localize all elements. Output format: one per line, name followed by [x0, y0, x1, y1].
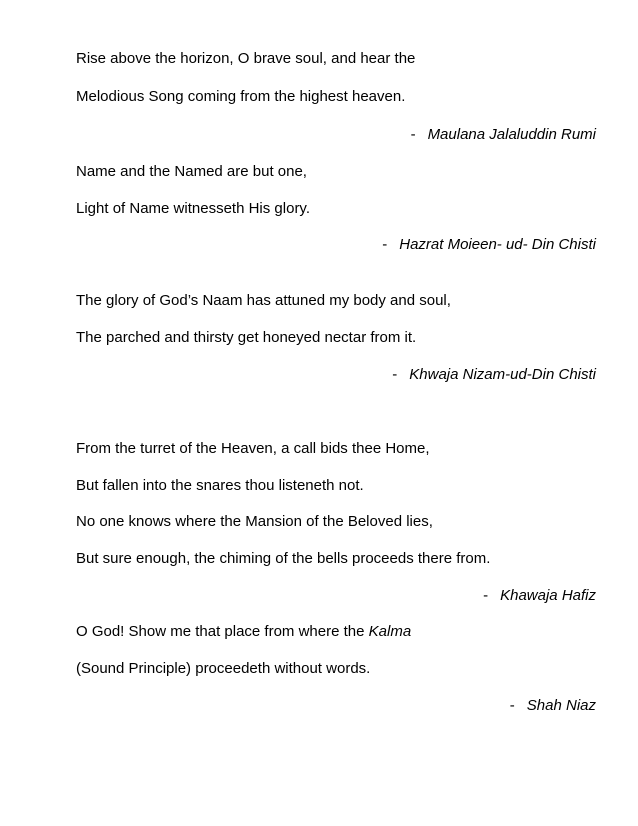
quote-5-line-1 — [76, 623, 411, 641]
quote-4-attribution — [483, 587, 596, 605]
quote-2-line-2: Light of Name witnesseth His glory. — [76, 200, 310, 217]
quote-2-attribution — [382, 236, 596, 254]
quote-4-line-1: From the turret of the Heaven, a call bids thee Home, — [76, 440, 430, 457]
quote-1-author: Maulana Jalaluddin Rumi — [427, 126, 596, 143]
quote-1-attribution — [411, 126, 596, 144]
quote-3-author: Khwaja Nizam-ud-Din Chisti — [409, 366, 596, 383]
quote-5-line-1-text: O God! Show me that place from where the — [76, 623, 369, 640]
quote-5-author: Shah Niaz — [526, 697, 596, 714]
quote-3-line-2: The parched and thirsty get honeyed nectar from it. — [76, 329, 417, 346]
attribution-dash: - — [509, 697, 515, 714]
attribution-dash: - — [392, 366, 398, 383]
quote-1-line-2: Melodious Song coming from the highest heaven. — [76, 88, 406, 105]
quote-4-line-3: No one knows where the Mansion of the Beloved lies, — [76, 513, 433, 530]
quote-4-author: Khawaja Hafiz — [500, 587, 596, 604]
quote-5-kalma-term: Kalma — [368, 623, 412, 640]
quote-5-line-2: (Sound Principle) proceedeth without words. — [76, 660, 371, 677]
attribution-dash: - — [382, 236, 388, 253]
attribution-dash: - — [410, 126, 416, 143]
quote-2-author: Hazrat Moieen- ud- Din Chisti — [399, 236, 596, 253]
quote-4-line-4: But sure enough, the chiming of the bells proceeds there from. — [76, 550, 491, 567]
quote-1-line-1: Rise above the horizon, O brave soul, and hear the — [76, 50, 416, 67]
quote-3-line-1: The glory of God’s Naam has attuned my body and soul, — [76, 292, 451, 309]
quote-4-line-2: But fallen into the snares thou listeneth not. — [76, 477, 364, 494]
quote-5-attribution — [510, 697, 596, 715]
quote-2-line-1: Name and the Named are but one, — [76, 163, 307, 180]
attribution-dash: - — [483, 587, 489, 604]
quote-3-attribution — [392, 366, 596, 384]
